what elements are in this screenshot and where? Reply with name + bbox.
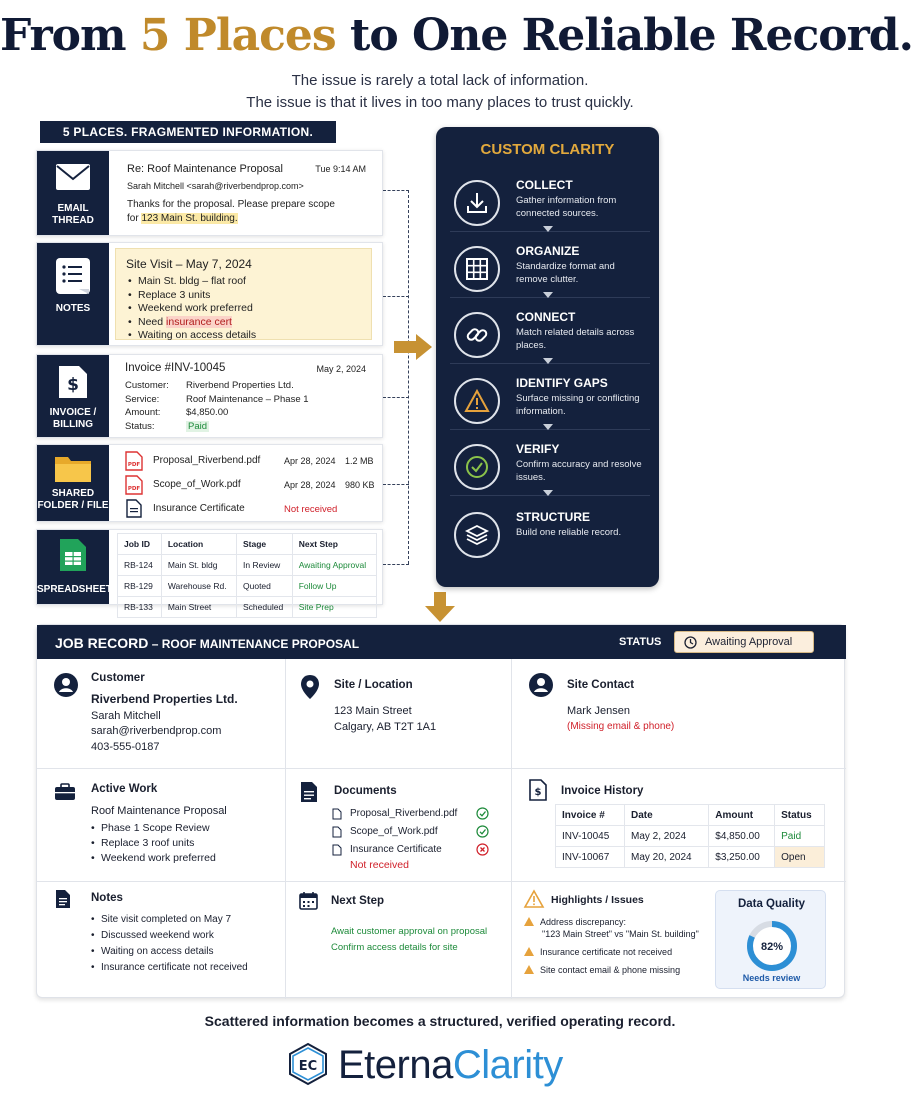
next-step-item: Confirm access details for site — [331, 942, 458, 953]
svg-text:PDF: PDF — [127, 486, 141, 492]
shared-folder-label: SHARED FOLDER / FILE — [37, 445, 109, 521]
file-status: Not received — [284, 504, 338, 515]
invoice-history-section: $ Invoice History Invoice # Date Amount Status INV-10045 May 2, 2024 $4,850.00 Paid INV-10067 May 20, 2024 $3,250.00 Open — [512, 769, 846, 881]
clarity-step-organize: ORGANIZE Standardize format and remove clutter. — [450, 238, 650, 298]
status-badge: Open — [775, 847, 825, 868]
clarity-step-verify: VERIFY Confirm accuracy and resolve issues. — [450, 436, 650, 496]
active-work-section: Active Work Roof Maintenance Proposal • Phase 1 Scope Review • Replace 3 roof units • Weekend work preferred — [37, 769, 285, 881]
invoice-label: $ INVOICE / BILLING — [37, 355, 109, 437]
arrow-right-icon — [394, 334, 432, 360]
list-item: • Site visit completed on May 7 — [91, 912, 248, 928]
invoice-icon — [529, 779, 547, 801]
connector-line — [383, 190, 409, 191]
document-icon — [300, 781, 318, 803]
spreadsheet-table: Job ID Location Stage Next Step RB-124 Main St. bldg In Review Awaiting Approval RB-129 Warehouse Rd. Quoted Follow Up RB-133 Main Street Scheduled Site Prep — [117, 533, 377, 618]
issue-item: Address discrepancy: — [524, 916, 714, 928]
connector-line — [383, 484, 409, 485]
table-row[interactable]: INV-10045 May 2, 2024 $4,850.00 Paid — [556, 826, 825, 847]
warning-icon — [464, 389, 490, 413]
user-icon — [529, 673, 553, 697]
notes-label: NOTES — [37, 243, 109, 345]
check-circle-icon — [476, 825, 489, 838]
invoice-status-badge: Paid — [188, 420, 208, 432]
file-icon — [332, 844, 342, 856]
invoice-date: May 2, 2024 — [316, 364, 366, 374]
next-step-section: Next Step Await customer approval on proposal Confirm access details for site — [286, 882, 511, 999]
shared-folder-card: SHARED FOLDER / FILE PDF Proposal_Riverbend.pdf Apr 28, 2024 1.2 MB PDF Scope_of_Work.pdf Apr 28, 2024 980 KB Insurance Certificate Not received — [36, 444, 383, 522]
record-notes-section: Notes • Site visit completed on May 7 • Discussed weekend work • Waiting on access details • Insurance certificate not received — [37, 882, 285, 999]
x-circle-icon — [476, 843, 489, 856]
clarity-title: CUSTOM CLARITY — [480, 141, 615, 158]
list-item: • Insurance certificate not received — [91, 960, 248, 976]
next-step-item: Await customer approval on proposal — [331, 926, 488, 937]
notes-item: • Weekend work preferred — [128, 302, 256, 316]
invoice-title: Invoice #INV-10045 — [125, 362, 226, 374]
notes-title: Site Visit – May 7, 2024 — [126, 257, 252, 271]
connector-line — [383, 397, 409, 398]
notepad-icon — [55, 257, 91, 295]
documents-section: Documents Proposal_Riverbend.pdf Scope_of_Work.pdf Insurance Certificate Not received — [286, 769, 511, 881]
clarity-step-structure: STRUCTURE Build one reliable record. — [450, 504, 650, 564]
main-title: From 5 Places to One Reliable Record. — [0, 10, 913, 61]
brand-logo — [286, 1040, 606, 1090]
email-from: Sarah Mitchell <sarah@riverbendprop.com> — [127, 181, 304, 191]
table-row: RB-129 Warehouse Rd. Quoted Follow Up — [118, 576, 377, 597]
table-row: RB-133 Main Street Scheduled Site Prep — [118, 597, 377, 618]
document-icon — [126, 499, 142, 518]
clarity-step-identify-gaps: IDENTIFY GAPS Surface missing or conflicting information. — [450, 370, 650, 430]
calendar-icon — [299, 891, 318, 910]
status-badge: Paid — [775, 826, 825, 847]
list-item: • Waiting on access details — [91, 944, 248, 960]
job-record-title: JOB RECORD – ROOF MAINTENANCE PROPOSAL — [55, 635, 360, 651]
status-label: STATUS — [619, 636, 662, 648]
list-item: • Replace 3 roof units — [91, 836, 216, 851]
invoice-card: $ INVOICE / BILLING Invoice #INV-10045 May 2, 2024 Customer: Riverbend Properties Ltd. Service: Roof Maintenance – Phase 1 Amount: $4,850.00 Status: Paid — [36, 354, 383, 438]
svg-text:PDF: PDF — [127, 462, 141, 468]
customer-name: Sarah Mitchell — [91, 710, 161, 722]
eterna-clarity-logo — [286, 1042, 330, 1086]
file-name[interactable]: Scope_of_Work.pdf — [153, 479, 241, 490]
file-name[interactable]: Insurance Certificate — [153, 503, 245, 514]
job-record-panel — [36, 624, 845, 998]
link-icon — [465, 323, 489, 347]
list-item: • Weekend work preferred — [91, 851, 216, 866]
missing-contact-warning: (Missing email & phone) — [567, 721, 675, 732]
briefcase-icon — [54, 783, 76, 801]
notes-item: • Waiting on access details — [128, 329, 256, 343]
file-icon — [332, 808, 342, 820]
connector-line — [383, 296, 409, 297]
invoice-table: Invoice # Date Amount Status INV-10045 May 2, 2024 $4,850.00 Paid INV-10067 May 20, 2024 $3,250.00 Open — [555, 804, 825, 868]
email-thread-label: EMAIL THREAD — [37, 151, 109, 235]
table-row[interactable]: INV-10067 May 20, 2024 $3,250.00 Open — [556, 847, 825, 868]
site-contact-section: Site Contact Mark Jensen (Missing email & phone) — [512, 659, 846, 769]
subtitle-line-1: The issue is rarely a total lack of information. — [291, 72, 589, 89]
envelope-icon — [55, 163, 91, 191]
svg-text:$: $ — [534, 787, 542, 798]
document-row[interactable]: Scope_of_Work.pdf — [332, 823, 502, 841]
document-row[interactable]: Insurance Certificate — [332, 841, 502, 859]
check-circle-icon — [476, 807, 489, 820]
sources-banner: 5 PLACES. FRAGMENTED INFORMATION. — [40, 121, 336, 143]
email-time: Tue 9:14 AM — [315, 164, 366, 174]
list-item: • Phase 1 Scope Review — [91, 821, 216, 836]
user-icon — [54, 673, 78, 697]
svg-text:$: $ — [67, 375, 79, 395]
title-highlight: 5 Places — [139, 10, 336, 61]
status-badge: Awaiting Approval — [674, 631, 814, 653]
location-pin-icon — [300, 674, 320, 700]
connector-line — [383, 564, 409, 565]
table-row: RB-124 Main St. bldg In Review Awaiting Approval — [118, 555, 377, 576]
list-item: • Discussed weekend work — [91, 928, 248, 944]
spreadsheet-card — [36, 529, 383, 612]
grid-icon — [466, 258, 488, 280]
dollar-document-icon — [58, 365, 88, 399]
email-thread-card: EMAIL THREAD Re: Roof Maintenance Proposal Tue 9:14 AM Sarah Mitchell <sarah@riverbendprop.com> Thanks for the proposal. Please prepare scope for 123 Main St. building. — [36, 150, 383, 236]
warning-icon — [524, 890, 544, 908]
note-icon — [55, 889, 71, 909]
file-icon — [332, 826, 342, 838]
issue-item: Site contact email & phone missing — [524, 964, 714, 976]
clock-icon — [684, 636, 697, 649]
email-highlight: 123 Main St. building. — [141, 213, 238, 224]
download-icon — [465, 191, 489, 215]
folder-icon — [54, 453, 92, 483]
layers-icon — [465, 523, 489, 547]
notes-item: • Need insurance cert — [128, 316, 256, 330]
custom-clarity-panel — [436, 127, 659, 587]
footer-tagline: Scattered information becomes a structured, verified operating record. — [204, 1013, 676, 1029]
arrow-down-icon — [425, 592, 455, 622]
job-record-header — [37, 625, 846, 659]
clarity-step-connect: CONNECT Match related details across places. — [450, 304, 650, 364]
svg-text:EC: EC — [298, 1059, 318, 1074]
customer-phone: 403-555-0187 — [91, 741, 160, 753]
document-row[interactable]: Proposal_Riverbend.pdf — [332, 805, 502, 823]
notes-item: • Replace 3 units — [128, 289, 256, 303]
issue-item: Insurance certificate not received — [524, 946, 714, 958]
email-subject: Re: Roof Maintenance Proposal — [127, 163, 283, 175]
clarity-step-collect: COLLECT Gather information from connected sources. — [450, 172, 650, 232]
email-body: Thanks for the proposal. Please prepare scope — [127, 199, 335, 210]
subtitle-line-2: The issue is that it lives in too many places to trust quickly. — [246, 94, 634, 111]
highlights-issues-section: Highlights / Issues Address discrepancy: "123 Main Street" vs "Main St. building" Insurance certificate not received Site contact email & phone missing — [512, 882, 710, 999]
check-icon — [465, 455, 489, 479]
notes-card — [36, 242, 383, 346]
quality-gauge — [745, 919, 799, 973]
customer-section: Customer Riverbend Properties Ltd. Sarah Mitchell sarah@riverbendprop.com 403-555-0187 — [37, 659, 285, 769]
customer-company: Riverbend Properties Ltd. — [91, 692, 238, 706]
spreadsheet-label: SPREADSHEET — [37, 530, 109, 604]
pdf-icon — [125, 451, 143, 471]
quality-value: 82% — [760, 941, 784, 953]
notes-highlight: insurance cert — [166, 315, 232, 328]
connector-line — [408, 190, 409, 564]
missing-document-warning: Not received — [350, 859, 409, 871]
site-location-section: Site / Location 123 Main Street Calgary, AB T2T 1A1 — [286, 659, 511, 769]
pdf-icon — [125, 475, 143, 495]
notes-item: • Main St. bldg – flat roof — [128, 275, 256, 289]
brand-name: EternaClarity — [338, 1043, 563, 1087]
file-name[interactable]: Proposal_Riverbend.pdf — [153, 455, 261, 466]
customer-email[interactable]: sarah@riverbendprop.com — [91, 725, 222, 737]
spreadsheet-icon — [59, 538, 87, 572]
data-quality-card: Data Quality 82% Needs review — [715, 890, 826, 989]
